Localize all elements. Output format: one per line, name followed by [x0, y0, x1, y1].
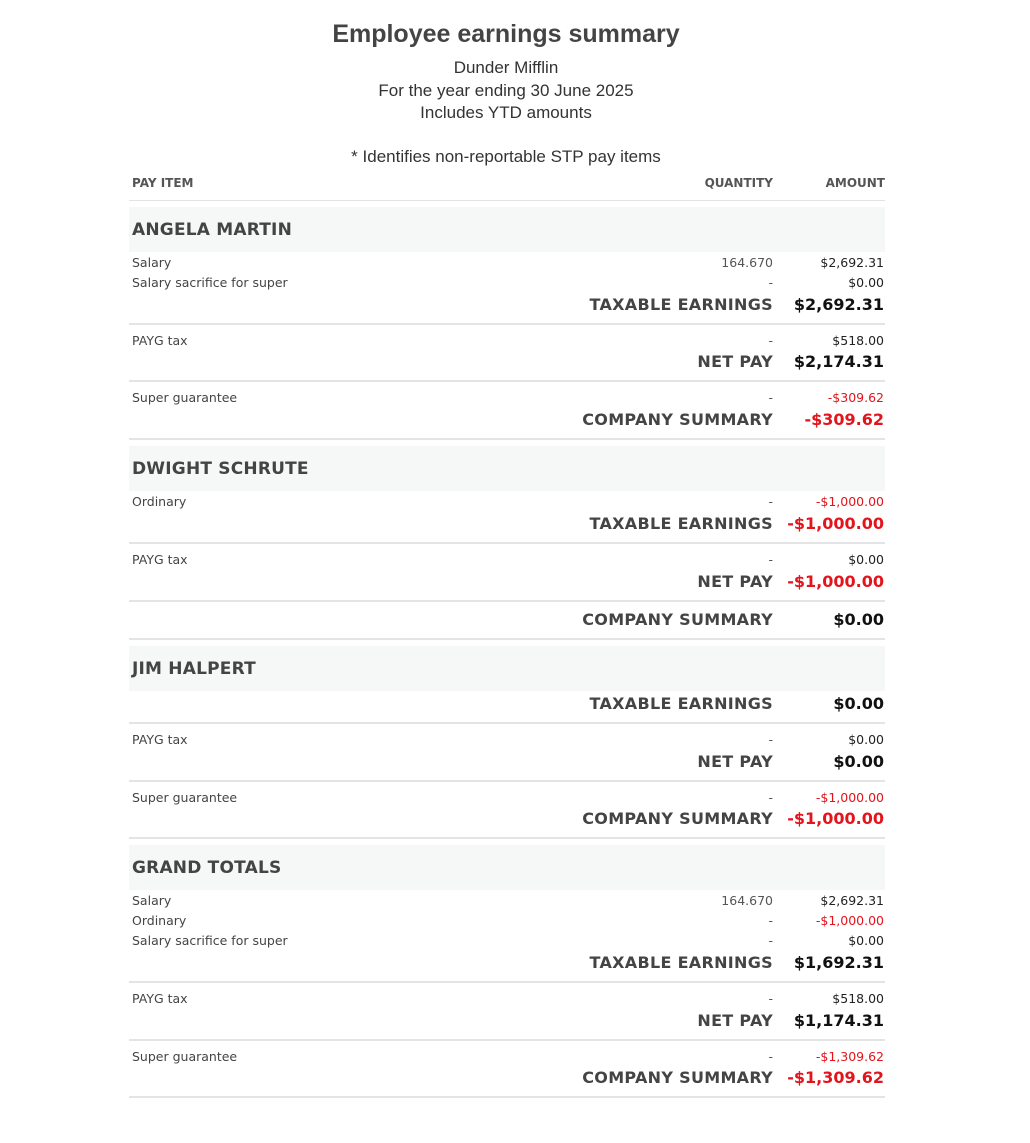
pay-item-quantity: -: [768, 332, 773, 348]
summary-row: [129, 1067, 885, 1091]
column-header-pay-item: PAY ITEM: [132, 176, 194, 190]
pay-item-label: PAYG tax: [132, 731, 188, 747]
pay-item-label: PAYG tax: [132, 551, 188, 567]
pay-block: [129, 602, 885, 640]
summary-amount: $0.00: [833, 693, 884, 713]
summary-row: [129, 609, 885, 633]
summary-label: NET PAY: [697, 352, 773, 372]
summary-amount: -$1,309.62: [787, 1068, 884, 1088]
pay-item-label: Ordinary: [132, 494, 187, 510]
summary-amount: $2,692.31: [793, 294, 884, 314]
summary-label: TAXABLE EARNINGS: [589, 294, 773, 314]
employee-header: [129, 207, 885, 252]
employee-section: [129, 207, 885, 440]
pay-block: [129, 724, 885, 782]
summary-row: [129, 693, 885, 717]
table-row: [129, 332, 885, 352]
employee-name: GRAND TOTALS: [132, 858, 282, 879]
pay-item-amount: $2,692.31: [820, 893, 884, 909]
pay-block: [129, 1041, 885, 1099]
report-period: For the year ending 30 June 2025: [378, 81, 634, 100]
summary-row: [129, 351, 885, 375]
pay-item-amount: $518.00: [832, 990, 884, 1006]
pay-block: [129, 544, 885, 602]
summary-row: [129, 294, 885, 318]
employee-name: JIM HALPERT: [132, 658, 256, 679]
pay-item-amount: -$1,309.62: [815, 1048, 884, 1064]
pay-block: [129, 252, 885, 325]
column-header-amount: AMOUNT: [825, 176, 885, 190]
pay-item-label: Salary: [132, 255, 172, 270]
table-row: [129, 493, 885, 513]
summary-row: [129, 571, 885, 595]
summary-label: COMPANY SUMMARY: [582, 809, 773, 829]
pay-item-label: Super guarantee: [132, 390, 238, 406]
employee-section: [129, 446, 885, 640]
pay-item-amount: $518.00: [832, 332, 884, 348]
summary-amount: $0.00: [833, 609, 884, 629]
employee-header: [129, 646, 885, 691]
summary-amount: $0.00: [833, 751, 884, 771]
pay-item-label: PAYG tax: [132, 990, 188, 1006]
pay-item-label: Super guarantee: [132, 789, 238, 805]
pay-item-quantity: -: [768, 731, 773, 747]
employee-section: [129, 646, 885, 840]
summary-label: TAXABLE EARNINGS: [589, 693, 773, 713]
table-row: [129, 990, 885, 1010]
employee-sections: [129, 207, 885, 1098]
summary-amount: -$1,000.00: [787, 809, 884, 829]
table-row: [129, 551, 885, 571]
ytd-note: Includes YTD amounts: [420, 103, 592, 122]
employee-header: [129, 446, 885, 491]
pay-block: [129, 890, 885, 982]
employee-section: [129, 845, 885, 1098]
column-header-quantity: QUANTITY: [704, 176, 773, 190]
pay-item-quantity: 164.670: [721, 893, 773, 909]
column-header-row: [129, 173, 885, 201]
table-row: [129, 912, 885, 932]
table-row: [129, 254, 885, 274]
summary-label: COMPANY SUMMARY: [582, 1068, 773, 1088]
earnings-table: [129, 173, 885, 1098]
summary-amount: -$1,000.00: [787, 571, 884, 591]
pay-block: [129, 691, 885, 724]
pay-item-quantity: -: [768, 274, 773, 290]
pay-item-amount: $2,692.31: [820, 255, 884, 270]
summary-row: [129, 1010, 885, 1034]
pay-item-quantity: -: [768, 789, 773, 805]
summary-label: COMPANY SUMMARY: [582, 410, 773, 430]
pay-item-amount: -$309.62: [827, 390, 884, 406]
pay-item-quantity: -: [768, 913, 773, 929]
summary-amount: -$1,000.00: [787, 513, 884, 533]
table-row: [129, 892, 885, 912]
pay-item-amount: $0.00: [848, 551, 884, 567]
pay-item-label: Salary sacrifice for super: [132, 932, 288, 948]
pay-item-quantity: -: [768, 551, 773, 567]
table-row: [129, 1048, 885, 1068]
pay-block: [129, 782, 885, 840]
employee-name: ANGELA MARTIN: [132, 220, 293, 240]
summary-row: [129, 952, 885, 976]
summary-amount: $1,174.31: [793, 1010, 884, 1030]
pay-item-amount: $0.00: [848, 731, 884, 747]
pay-block: [129, 983, 885, 1041]
pay-block: [129, 491, 885, 544]
employee-name: DWIGHT SCHRUTE: [132, 459, 309, 480]
pay-item-label: PAYG tax: [132, 332, 188, 348]
pay-item-amount: -$1,000.00: [815, 494, 884, 510]
table-row: [129, 274, 885, 294]
summary-label: TAXABLE EARNINGS: [589, 952, 773, 972]
pay-item-amount: $0.00: [848, 274, 884, 290]
pay-block: [129, 382, 885, 440]
summary-row: [129, 513, 885, 537]
summary-row: [129, 808, 885, 832]
table-row: [129, 389, 885, 409]
pay-item-label: Salary: [132, 893, 172, 909]
pay-item-label: Salary sacrifice for super: [132, 274, 288, 290]
summary-label: NET PAY: [697, 751, 773, 771]
summary-label: COMPANY SUMMARY: [582, 609, 773, 629]
pay-item-amount: $0.00: [848, 932, 884, 948]
summary-amount: -$309.62: [804, 410, 884, 430]
pay-item-quantity: -: [768, 390, 773, 406]
pay-item-amount: -$1,000.00: [815, 913, 884, 929]
pay-item-quantity: -: [768, 932, 773, 948]
pay-item-label: Super guarantee: [132, 1048, 238, 1064]
summary-amount: $2,174.31: [793, 352, 884, 372]
employee-header: [129, 845, 885, 890]
pay-item-quantity: -: [768, 990, 773, 1006]
pay-item-quantity: -: [768, 1048, 773, 1064]
company-name: Dunder Mifflin: [453, 58, 559, 77]
summary-label: NET PAY: [697, 571, 773, 591]
pay-item-quantity: 164.670: [721, 255, 773, 270]
pay-item-label: Ordinary: [132, 913, 187, 929]
summary-label: TAXABLE EARNINGS: [589, 513, 773, 533]
pay-item-quantity: -: [768, 494, 773, 510]
pay-item-amount: -$1,000.00: [815, 789, 884, 805]
pay-block: [129, 325, 885, 383]
summary-amount: $1,692.31: [793, 952, 884, 972]
stp-note: * Identifies non-reportable STP pay items: [351, 147, 661, 166]
table-row: [129, 932, 885, 952]
table-row: [129, 731, 885, 751]
report-title: Employee earnings summary: [332, 20, 680, 48]
table-row: [129, 789, 885, 809]
summary-row: [129, 751, 885, 775]
summary-row: [129, 409, 885, 433]
summary-label: NET PAY: [697, 1010, 773, 1030]
